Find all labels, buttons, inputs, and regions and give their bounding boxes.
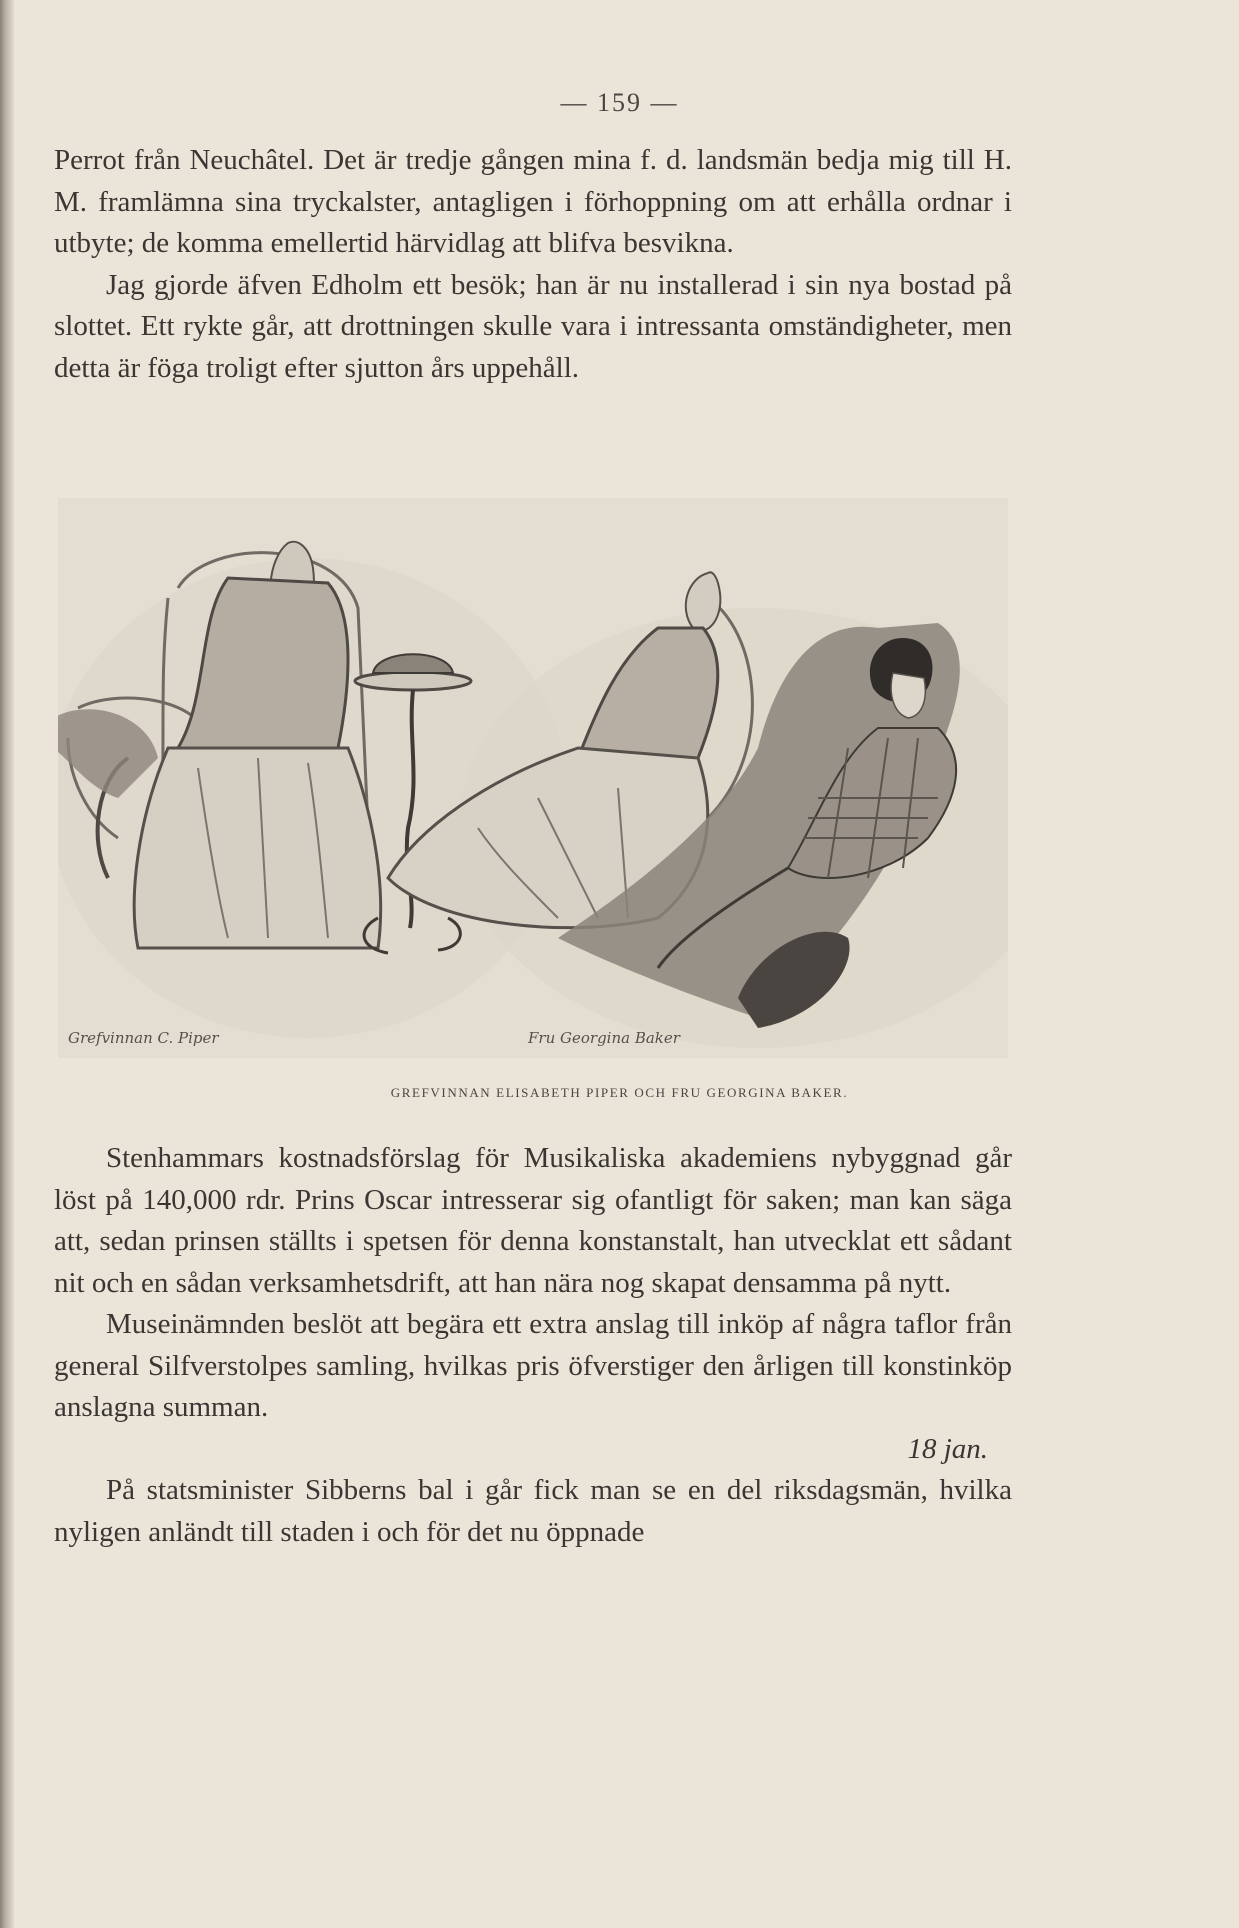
date-heading: 18 jan. [907, 1432, 988, 1465]
book-spine-shadow [0, 0, 14, 1928]
sketch-drawing [58, 498, 1008, 1058]
page-number: — 159 — [560, 88, 679, 117]
paragraph-stenhammar: Stenhammars kostnadsförslag för Musikaliska akademiens nybyggnad går löst på 140,000 rdr. Prins Oscar intresserar sig ofantligt för saken; man kan säga att, sedan prinsen ställts i spetsen för denna konstanstalt, han utvecklat ett sådant nit och en sådan verksamhetsdrift, att han nära nog skapat densamma på nytt. [54, 1142, 1012, 1299]
paragraph-edholm: Jag gjorde äfven Edholm ett besök; han är nu installerad i sin nya bostad på slottet. Ett rykte går, att drottningen skulle vara i intressanta omständigheter, men detta är föga troligt efter sjutton års uppehåll. [54, 268, 1012, 384]
paragraph-perrot: Perrot från Neuchâtel. Det är tredje gången mina f. d. landsmän bedja mig till H. M. framlämna sina tryckalster, antagligen i förhoppning om att erhålla ordnar i utbyte; de komma emellertid härvidlag att blifva besvikna. [54, 144, 1012, 259]
bottom-text-block [54, 1138, 1012, 1553]
figure-caption: GREFVINNAN ELISABETH PIPER OCH FRU GEORGINA BAKER. [390, 1085, 849, 1100]
top-text-block [54, 140, 1012, 389]
signature-right: Fru Georgina Baker [528, 1029, 680, 1047]
illustration-two-ladies [58, 498, 1008, 1058]
signature-left: Grefvinnan C. Piper [68, 1029, 219, 1047]
paragraph-museinamnden: Museinämnden beslöt att begära ett extra anslag till inköp af några taflor från general Silfverstolpes samling, hvilkas pris öfverstiger den årligen till konstinköp anslagna summan. [54, 1308, 1012, 1423]
paragraph-sibbern: På statsminister Sibberns bal i går fick man se en del riksdagsmän, hvilka nyligen anländt till staden i och för det nu öppnade [54, 1474, 1012, 1548]
